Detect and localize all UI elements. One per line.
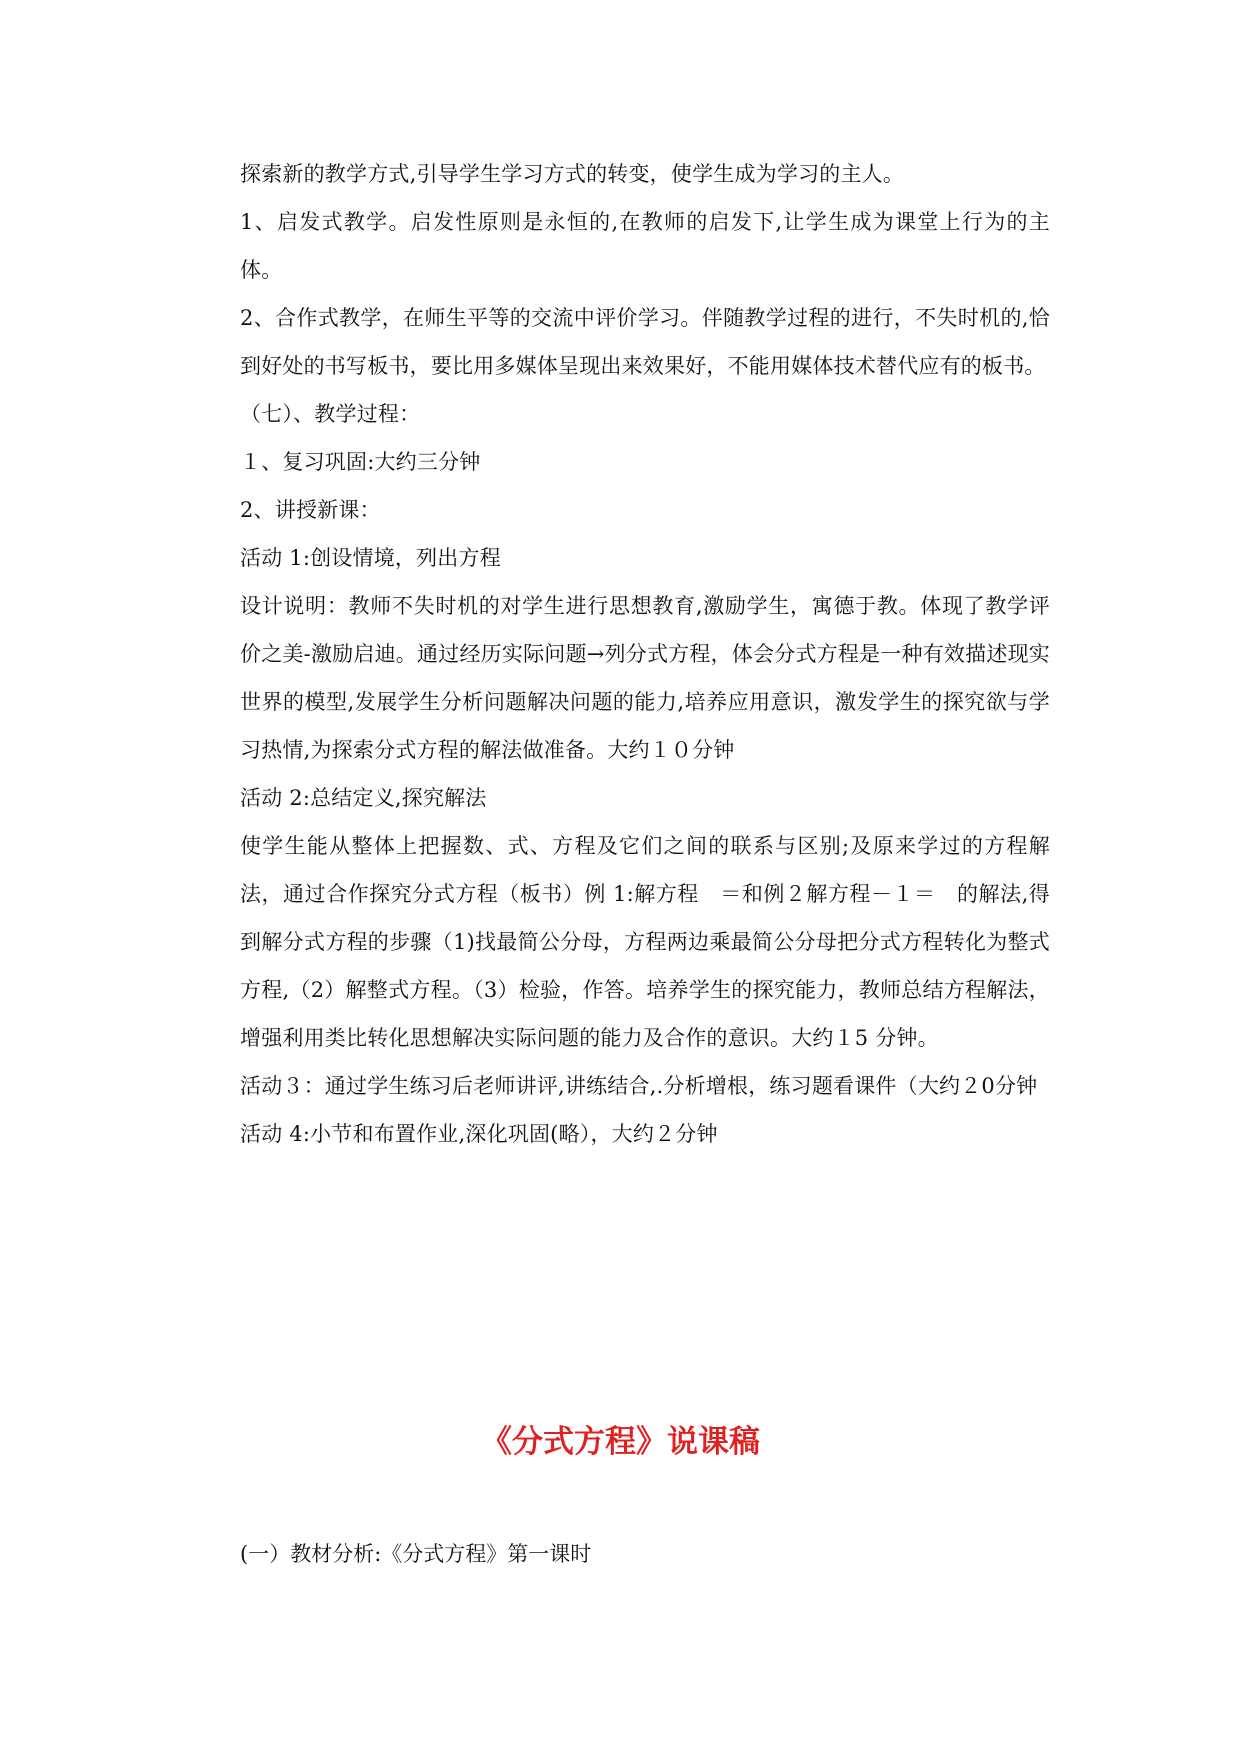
activity-1: 活动 1:创设情境，列出方程 bbox=[240, 546, 501, 570]
paragraph-cooperative-teaching: 2、合作式教学，在师生平等的交流中评价学习。伴随教学过程的进行，不失时机的,恰到好处的书写板书，要比用多媒体呈现出来效果好，不能用媒体技术替代应有的板书。 bbox=[240, 306, 1050, 378]
activity-4: 活动 4:小节和布置作业,深化巩固(略），大约２分钟 bbox=[240, 1122, 718, 1146]
paragraph-heuristic-teaching: 1、启发式教学。启发性原则是永恒的,在教师的启发下,让学生成为课堂上行为的主体。 bbox=[240, 210, 1050, 282]
body-text bbox=[240, 150, 1050, 1158]
activity-3: 活动３：通过学生练习后老师讲评,讲练结合,.分析增根，练习题看课件（大约２0分钟 bbox=[240, 1074, 1038, 1098]
item-review: １、复习巩固:大约三分钟 bbox=[240, 450, 481, 474]
activity-2-description: 使学生能从整体上把握数、式、方程及它们之间的联系与区别;及原来学过的方程解法，通过合作探究分式方程（板书）例 1:解方程 ＝和例２解方程－１＝ 的解法,得到解分式方程的步骤（1)找最简公分母，方程两边乘最简公分母把分式方程转化为整式方程,（2）解整式方程。（3）检验，作答。培养学生的探究能力，教师总结方程解法，增强利用类比转化思想解决实际问题的能力及合作的意识。大约１5 分钟。 bbox=[240, 834, 1050, 1050]
item-new-lesson: 2、讲授新课： bbox=[240, 498, 381, 522]
paragraph-intro: 探索新的教学方式,引导学生学习方式的转变，使学生成为学习的主人。 bbox=[240, 162, 905, 186]
textbook-analysis-line: (一）教材分析:《分式方程》第一课时 bbox=[240, 1542, 592, 1566]
document-heading: 《分式方程》说课稿 bbox=[481, 1424, 760, 1460]
design-note: 设计说明：教师不失时机的对学生进行思想教育,激励学生，寓德于教。体现了教学评价之美-激励启迪。通过经历实际问题→列分式方程，体会分式方程是一种有效描述现实世界的模型,发展学生分析问题解决问题的能力,培养应用意识，激发学生的探究欲与学习热情,为探索分式方程的解法做准备。大约１０分钟 bbox=[240, 594, 1050, 762]
section-teaching-process: （七）、教学过程： bbox=[240, 402, 421, 426]
activity-2: 活动 2:总结定义,探究解法 bbox=[240, 786, 487, 810]
